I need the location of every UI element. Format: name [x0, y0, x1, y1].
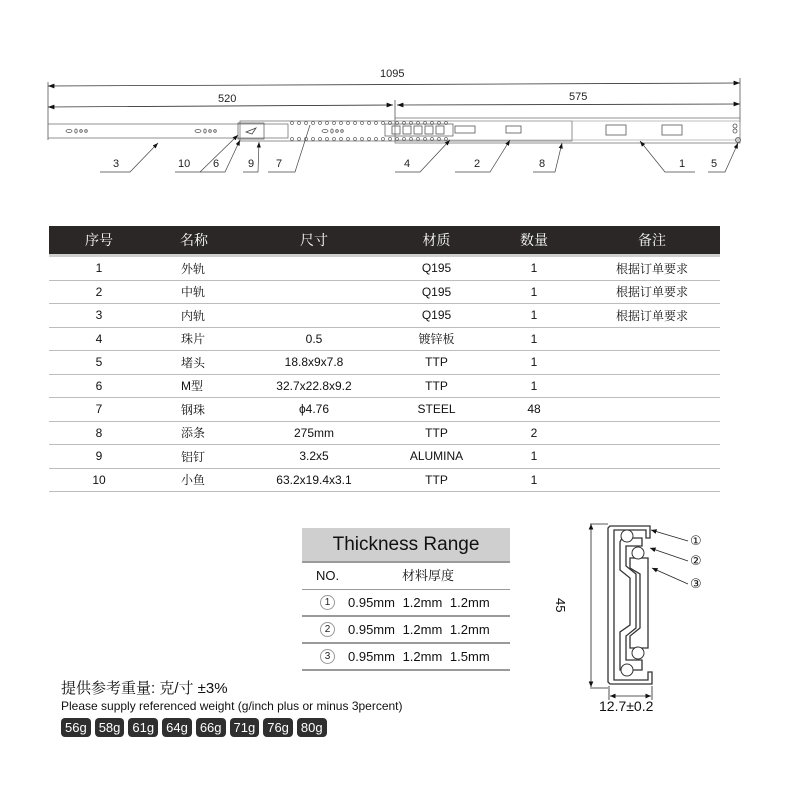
thickness-values: 0.95mm 1.2mm 1.2mm [348, 595, 490, 610]
dimension-inner-length: 520 [218, 93, 237, 105]
cell-no: 10 [49, 468, 149, 492]
table-row [49, 304, 720, 328]
table-row [49, 256, 720, 281]
cell-qty: 1 [484, 327, 584, 351]
cell-qty: 1 [484, 374, 584, 398]
header-note: 备注 [584, 226, 720, 256]
parts-table [49, 226, 720, 492]
cell-note: 根据订单要求 [584, 304, 720, 328]
callout-4: 4 [404, 158, 411, 170]
cell-name: 铝钉 [149, 445, 239, 469]
cell-note [584, 421, 720, 445]
cell-material: 镀锌板 [389, 327, 484, 351]
cell-no: 4 [49, 327, 149, 351]
cell-material: Q195 [389, 280, 484, 304]
cell-material: Q195 [389, 304, 484, 328]
thickness-values: 0.95mm 1.2mm 1.5mm [348, 649, 490, 664]
weight-chips [61, 718, 403, 737]
rail-assembly-diagram [0, 0, 800, 200]
dimension-total: 1095 [380, 68, 405, 80]
table-row [49, 421, 720, 445]
cell-no: 3 [49, 304, 149, 328]
cell-qty: 1 [484, 280, 584, 304]
weight-chip: 76g [263, 718, 293, 737]
section-label-2: ② [690, 553, 702, 568]
cell-size [239, 304, 389, 328]
cell-material: TTP [389, 421, 484, 445]
cell-name: 小鱼 [149, 468, 239, 492]
cell-no: 6 [49, 374, 149, 398]
table-row [49, 374, 720, 398]
cell-material: TTP [389, 468, 484, 492]
thickness-title: Thickness Range [302, 528, 510, 563]
thickness-col-no: NO. [316, 568, 340, 583]
cell-qty: 1 [484, 256, 584, 281]
table-row [49, 468, 720, 492]
rail-cross-section [553, 510, 720, 720]
cell-material: Q195 [389, 256, 484, 281]
cell-size: 18.8x9x7.8 [239, 351, 389, 375]
cell-note [584, 351, 720, 375]
header-name: 名称 [149, 226, 239, 256]
cell-no: 9 [49, 445, 149, 469]
callout-2: 2 [474, 158, 481, 170]
header-material: 材质 [389, 226, 484, 256]
cell-size: ϕ4.76 [239, 398, 389, 422]
cell-name: M型 [149, 374, 239, 398]
weight-label-en: Please supply referenced weight (g/inch plus or minus 3percent) [61, 699, 403, 713]
cell-name: 钢珠 [149, 398, 239, 422]
callout-6: 6 [213, 158, 220, 170]
table-row [49, 398, 720, 422]
weight-chip: 66g [196, 718, 226, 737]
weight-chip: 64g [162, 718, 192, 737]
weight-chip: 56g [61, 718, 91, 737]
cell-size: 275mm [239, 421, 389, 445]
cell-note: 根据订单要求 [584, 256, 720, 281]
cell-qty: 1 [484, 304, 584, 328]
cell-qty: 2 [484, 421, 584, 445]
dimension-outer-length: 575 [569, 91, 588, 103]
thickness-col-material: 材料厚度 [402, 568, 455, 583]
slide-rail-drawing [0, 0, 800, 200]
weight-chip: 58g [95, 718, 125, 737]
reference-weights [61, 677, 403, 737]
cross-section-width: 12.7±0.2 [599, 698, 654, 714]
cell-name: 中轨 [149, 280, 239, 304]
callout-9: 9 [248, 158, 255, 170]
cross-section-height: 45 [553, 598, 568, 613]
cell-material: TTP [389, 351, 484, 375]
weight-chip: 61g [128, 718, 158, 737]
callout-7: 7 [276, 158, 283, 170]
cell-material: TTP [389, 374, 484, 398]
weight-label-cn: 提供参考重量: 克/寸 ±3% [61, 680, 228, 697]
cell-size: 63.2x19.4x3.1 [239, 468, 389, 492]
cell-note: 根据订单要求 [584, 280, 720, 304]
circled-number-icon: 2 [320, 622, 335, 637]
cell-material: STEEL [389, 398, 484, 422]
cell-note [584, 398, 720, 422]
cell-name: 珠片 [149, 327, 239, 351]
thickness-values: 0.95mm 1.2mm 1.2mm [348, 622, 490, 637]
circled-number-icon: 1 [320, 595, 335, 610]
weight-chip: 80g [297, 718, 327, 737]
table-row [49, 280, 720, 304]
section-label-1: ① [690, 533, 702, 548]
cell-no: 1 [49, 256, 149, 281]
callout-3: 3 [113, 158, 120, 170]
thickness-row [302, 644, 510, 671]
cell-note [584, 327, 720, 351]
header-no: 序号 [49, 226, 149, 256]
section-label-3: ③ [690, 576, 702, 591]
cell-no: 5 [49, 351, 149, 375]
cell-size [239, 256, 389, 281]
callout-10: 10 [178, 158, 191, 170]
cell-name: 外轨 [149, 256, 239, 281]
cell-size: 32.7x22.8x9.2 [239, 374, 389, 398]
cell-no: 7 [49, 398, 149, 422]
cell-qty: 1 [484, 351, 584, 375]
cell-qty: 48 [484, 398, 584, 422]
thickness-row [302, 590, 510, 617]
cell-no: 8 [49, 421, 149, 445]
table-row [49, 351, 720, 375]
cell-note [584, 445, 720, 469]
weight-chip: 71g [230, 718, 260, 737]
table-row [49, 327, 720, 351]
cell-name: 添条 [149, 421, 239, 445]
table-header-row [49, 226, 720, 256]
table-row [49, 445, 720, 469]
cell-material: ALUMINA [389, 445, 484, 469]
thickness-header [302, 563, 510, 590]
thickness-row [302, 617, 510, 644]
cell-qty: 1 [484, 445, 584, 469]
cell-name: 内轨 [149, 304, 239, 328]
thickness-range-table [302, 528, 510, 671]
circled-number-icon: 3 [320, 649, 335, 664]
callout-8: 8 [539, 158, 546, 170]
callout-1: 1 [679, 158, 686, 170]
cell-qty: 1 [484, 468, 584, 492]
cell-no: 2 [49, 280, 149, 304]
cell-size: 3.2x5 [239, 445, 389, 469]
cell-size: 0.5 [239, 327, 389, 351]
cell-note [584, 468, 720, 492]
header-size: 尺寸 [239, 226, 389, 256]
cell-size [239, 280, 389, 304]
cell-name: 堵头 [149, 351, 239, 375]
cell-note [584, 374, 720, 398]
header-qty: 数量 [484, 226, 584, 256]
callout-5: 5 [711, 158, 718, 170]
